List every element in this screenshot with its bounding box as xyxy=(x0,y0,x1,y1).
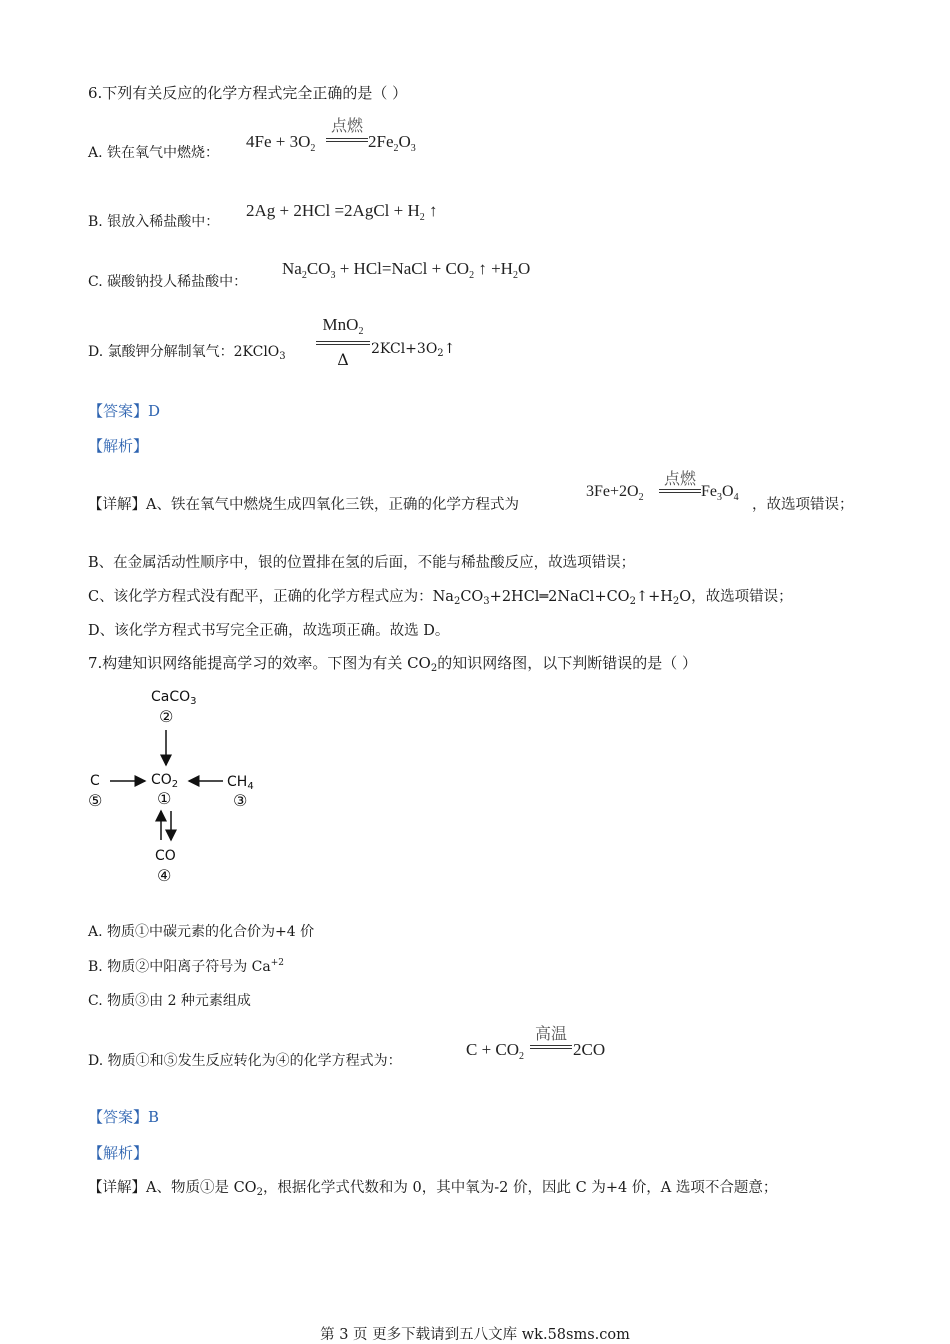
q6-answer: 【答案】D xyxy=(88,402,161,420)
node-co2: $CO_2$ xyxy=(151,772,179,790)
diagram-arrows xyxy=(85,685,275,895)
q6-detail-equals xyxy=(659,489,701,493)
q6-detail-b: B、在金属活动性顺序中，银的位置排在氢的后面，不能与稀盐酸反应，故选项错误； xyxy=(88,555,636,571)
q7-option-d-label: D. 物质①和⑤发生反应转化为④的化学方程式为： xyxy=(88,1053,402,1069)
q6-detail-condition: 点燃 xyxy=(663,469,696,488)
q6-option-a-label: A. 铁在氧气中燃烧： xyxy=(88,145,220,161)
q7-stem: 7.构建知识网络能提高学习的效率。下图为有关 $CO_2$的知识网络图，以下判断错误的是（ ） xyxy=(88,654,698,674)
q7-option-d-equals xyxy=(530,1045,572,1049)
q7-option-a: A. 物质①中碳元素的化合价为+4 价 xyxy=(88,924,315,940)
node-co: CO xyxy=(155,848,176,864)
q6-detail-a: 【详解】A、铁在氧气中燃烧生成四氧化三铁，正确的化学方程式为 xyxy=(88,497,519,513)
q6-option-a-eq-rhs: $2Fe_2O_3$ xyxy=(368,132,416,154)
q6-detail-d: D、该化学方程式书写完全正确，故选项正确。故选 D。 xyxy=(88,623,450,639)
q6-analysis: 【解析】 xyxy=(88,437,149,455)
q6-option-d-label: D. 氯酸钾分解制氧气：2KClO$_3$ xyxy=(88,344,286,362)
q6-option-b-label: B. 银放入稀盐酸中： xyxy=(88,214,220,230)
q6-option-d-eq-rhs: $2KCl+3O_2↑$ xyxy=(371,341,456,359)
node-ch4: $CH_4$ xyxy=(227,774,254,792)
co2-knowledge-network-diagram xyxy=(85,685,275,895)
q7-option-b: B. 物质②中阳离子符号为 $Ca^{+2}$ xyxy=(88,958,284,975)
q6-option-c-eq: $Na_2CO_3$ + HCl=NaCl + $CO_2$ ↑ $+H_2O$ xyxy=(282,259,531,281)
page-footer: 第 3 页 更多下载请到五八文库 wk.58sms.com xyxy=(320,1327,630,1343)
q6-option-d-catalyst: MnO$_2$ xyxy=(322,315,364,337)
node-number-3: ③ xyxy=(233,791,248,810)
q7-option-d-eq-rhs: 2CO xyxy=(573,1040,606,1059)
q6-detail-eq-lhs: $3Fe+2O_2$ xyxy=(586,483,644,503)
q6-detail-suffix: ，故选项错误； xyxy=(752,497,854,513)
q6-option-d-equals xyxy=(316,341,370,345)
q6-stem: 6.下列有关反应的化学方程式完全正确的是（ ） xyxy=(88,84,408,102)
q7-option-d-condition: 高温 xyxy=(534,1024,567,1043)
q6-detail-c: C、该化学方程式没有配平，正确的化学方程式应为：$Na_2CO_3+2HCl═2NaCl+CO_2↑+H_2O$，故选项错误； xyxy=(88,589,793,607)
node-c: C xyxy=(90,773,100,789)
q7-option-d-eq-lhs: $C + CO_2$ xyxy=(466,1040,525,1062)
q7-detail-a: 【详解】A、物质①是 $CO_2$，根据化学式代数和为 0，其中氧为-2 价，因此 C 为+4 价，A 选项不合题意； xyxy=(88,1180,778,1198)
q6-detail-eq-rhs: $Fe_3O_4$ xyxy=(701,483,739,503)
q6-option-a-equals xyxy=(326,138,368,142)
q6-option-a-condition: 点燃 xyxy=(330,116,363,135)
q7-analysis: 【解析】 xyxy=(88,1144,149,1162)
q6-option-c-label: C. 碳酸钠投人稀盐酸中： xyxy=(88,274,248,290)
q6-option-b-eq: 2Ag + 2HCl =2AgCl + $H_2$ ↑ xyxy=(246,201,438,223)
q6-option-d-heat: Δ xyxy=(337,350,349,369)
q7-option-c: C. 物质③由 2 种元素组成 xyxy=(88,993,251,1009)
q6-option-a-eq-lhs: $4Fe + 3O_2$ xyxy=(246,132,316,154)
node-caco3: CaCO$_3$ xyxy=(151,689,197,707)
node-number-1: ① xyxy=(157,789,172,808)
node-number-4: ④ xyxy=(157,866,172,885)
node-number-5: ⑤ xyxy=(88,791,103,810)
node-number-2: ② xyxy=(159,707,174,726)
q7-answer: 【答案】B xyxy=(88,1108,160,1126)
